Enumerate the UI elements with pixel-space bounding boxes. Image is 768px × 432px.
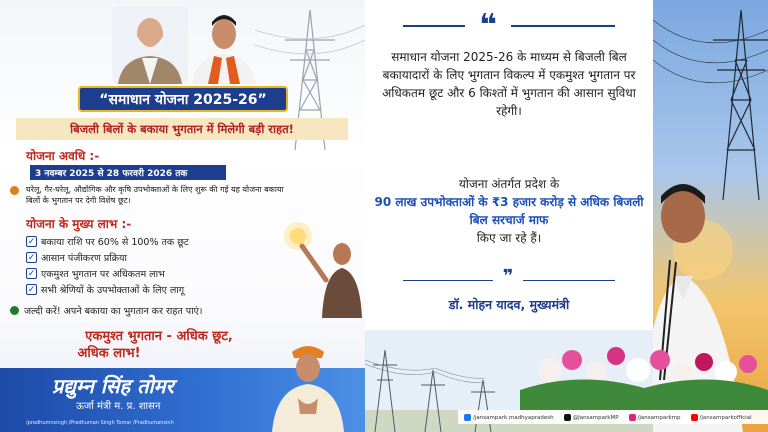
scheme-banner: “समाधान योजना 2025-26”	[78, 86, 288, 112]
divider-line	[523, 280, 615, 281]
social-item[interactable]: @JansamparkMP	[564, 414, 619, 421]
bullet-orange-icon	[10, 186, 19, 195]
period-dates: 3 नवम्बर 2025 से 28 फरवरी 2026 तक	[30, 165, 226, 180]
bullet-green-icon	[10, 306, 19, 315]
benefit-item: ✓ सभी श्रेणियों के उपभोक्ताओं के लिए लागू	[27, 284, 185, 296]
social-item[interactable]: /jansampark.madhyapradesh	[464, 414, 554, 421]
facebook-icon	[464, 414, 471, 421]
quote-paragraph-2-end: किए जा रहे हैं।	[476, 231, 542, 245]
leader-portrait-1	[112, 6, 188, 84]
minister-social-handles: /pradhumnsingh /Pradhuman Singh Tomar /Pradhumansinh	[26, 420, 174, 426]
instagram-icon	[629, 414, 636, 421]
scheme-description: घरेलू, गैर-घरेलू, औद्योगिक और कृषि उपभोक्ताओं के लिए शुरू की गई यह योजना बकाया बिलों के भुगतान पर देगी विशेष छूट।	[26, 185, 284, 205]
quote-paragraph-2-highlight: 90 लाख उपभोक्ताओं के ₹3 हजार करोड़ से अधिक बिजली बिल सरचार्ज माफ	[374, 195, 644, 227]
chief-minister-signature: डॉ. मोहन यादव, मुख्यमंत्री	[448, 297, 570, 312]
slogan-line-2: अधिक लाभ!	[77, 346, 141, 361]
social-item[interactable]: /jansamparkmp	[629, 414, 681, 421]
benefit-item: ✓ एकमुश्त भुगतान पर अधिकतम लाभ	[27, 268, 165, 280]
divider-line	[511, 25, 615, 27]
period-title: योजना अवधि :-	[26, 149, 100, 163]
quote-open-icon: ❝	[479, 8, 497, 43]
minister-name: प्रद्युम्न सिंह तोमर	[52, 374, 174, 398]
divider-line	[403, 280, 493, 281]
divider-line	[403, 25, 465, 27]
leader-portrait-2	[186, 6, 262, 84]
x-icon	[564, 414, 571, 421]
scheme-subheading: बिजली बिलों के बकाया भुगतान में मिलेगी बड़ी राहत!	[16, 118, 348, 140]
flower-decoration	[520, 300, 768, 410]
youtube-icon	[691, 414, 698, 421]
checkbox-icon: ✓	[27, 268, 36, 279]
checkbox-icon: ✓	[27, 284, 36, 295]
social-item[interactable]: /jansamparkofficial	[691, 414, 752, 421]
quote-paragraph-2-start: योजना अंतर्गत प्रदेश के	[458, 177, 560, 191]
benefit-item: ✓ आसान पंजीकरण प्रक्रिया	[27, 252, 127, 264]
minister-portrait	[268, 338, 348, 432]
benefit-item: ✓ बकाया राशि पर 60% से 100% तक छूट	[27, 236, 189, 248]
social-media-strip	[458, 410, 768, 424]
hurry-note: जल्दी करें! अपने बकाया का भुगतान कर राहत पाएं।	[24, 306, 203, 317]
benefits-title: योजना के मुख्य लाभ :-	[26, 217, 132, 231]
quote-close-icon: ❞	[502, 266, 514, 287]
left-panel	[0, 0, 365, 432]
checkbox-icon: ✓	[27, 236, 36, 247]
minister-role: ऊर्जा मंत्री म. प्र. शासन	[76, 401, 161, 412]
person-with-bulb-illustration	[282, 218, 362, 318]
slogan-line-1: एकमुश्त भुगतान - अधिक छूट,	[85, 329, 233, 344]
quote-paragraph-1: समाधान योजना 2025-26 के माध्यम से बिजली बिल बकायादारों के लिए भुगतान विकल्प में एकमुश्त भुगतान पर अधिकतम छूट और 6 किश्तों में भुगतान की आसान सुविधा रहेगी।	[382, 50, 636, 118]
checkbox-icon: ✓	[27, 252, 36, 263]
